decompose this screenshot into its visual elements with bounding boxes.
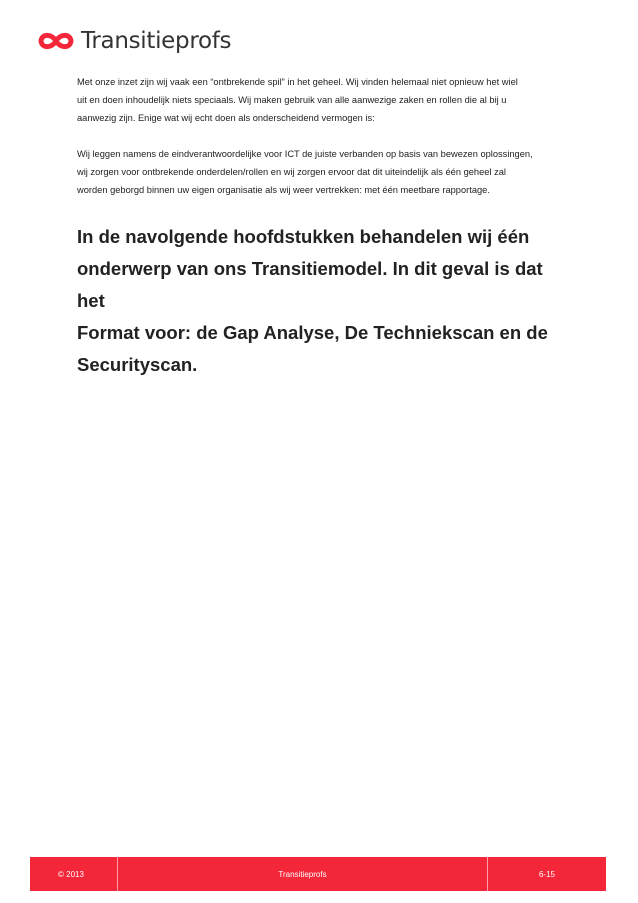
page-footer <box>30 857 606 891</box>
brand-logo <box>37 26 231 56</box>
infinity-icon <box>37 30 75 52</box>
intro-paragraph: Met onze inzet zijn wij vaak een “ontbrekende spil” in het geheel. Wij vinden helemaal niet opnieuw het wiel uit en doen inhoudelijk niets speciaals. Wij maken gebruik van alle aanwezige zaken en rollen die al bij u aanwezig zijn. Enige wat wij echt doen als onderscheidend vermogen is: <box>77 77 518 123</box>
document-body <box>77 73 567 381</box>
section-heading: In de navolgende hoofdstukken behandelen wij één onderwerp van ons Transitiemodel. In dit geval is dat het Format voor: de Gap Analyse, De Techniekscan en de Securityscan. <box>77 226 548 375</box>
approach-paragraph: Wij leggen namens de eindverantwoordelijke voor ICT de juiste verbanden op basis van bewezen oplossingen, wij zorgen voor ontbrekende onderdelen/rollen en wij zorgen ervoor dat dit uiteindelijk als één geheel zal worden geborgd binnen uw eigen organisatie als wij weer vertrekken: met één meetbare rapportage. <box>77 149 533 195</box>
footer-page-number: 6-15 <box>538 869 555 879</box>
brand-name: Transitieprofs <box>81 28 232 54</box>
footer-copyright: © 2013 <box>30 857 118 891</box>
footer-company: Transitieprofs <box>118 857 488 891</box>
